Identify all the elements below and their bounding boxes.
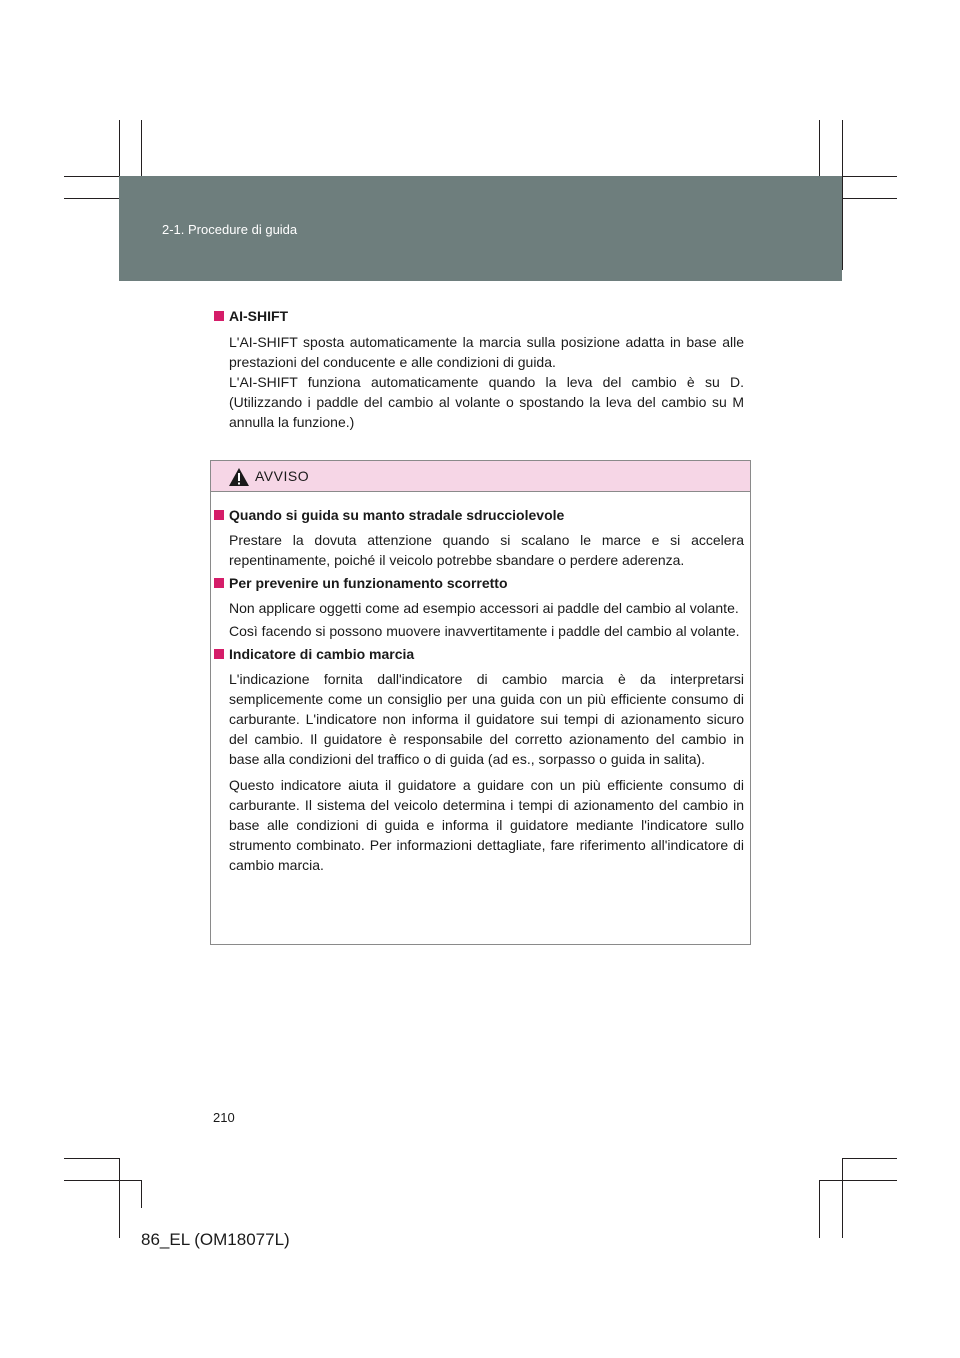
- warning-item-paragraph: Non applicare oggetti come ad esempio accessori ai paddle del cambio al volante.: [229, 600, 739, 616]
- warning-item-title: Per prevenire un funzionamento scorretto: [229, 575, 508, 591]
- warning-item-title: Quando si guida su manto stradale sdrucciolevole: [229, 507, 565, 523]
- crop-mark: [842, 120, 843, 270]
- ai-shift-paragraph: L'AI-SHIFT funziona automaticamente quando la leva del cambio è su D. (Utilizzando i paddle del cambio al volante o spostando la leva del cambio su M annulla la funzione.): [229, 374, 744, 430]
- ai-shift-heading: [214, 306, 744, 326]
- crop-mark: [819, 1180, 897, 1181]
- document-code: 86_EL (OM18077L): [141, 1230, 290, 1249]
- crop-mark: [64, 176, 119, 177]
- warning-item: [214, 644, 744, 875]
- crop-mark: [64, 198, 119, 199]
- warning-body: [211, 492, 750, 875]
- warning-item: [214, 505, 744, 570]
- section-title: 2-1. Procedure di guida: [162, 222, 298, 237]
- page-number: 210: [213, 1110, 235, 1125]
- bullet-square-icon: [214, 649, 224, 659]
- warning-box: [210, 460, 751, 945]
- crop-mark: [842, 176, 897, 177]
- warning-item: [214, 573, 744, 641]
- warning-item-heading: [214, 505, 744, 525]
- warning-header: [211, 461, 750, 492]
- crop-mark: [842, 198, 897, 199]
- ai-shift-title: AI-SHIFT: [229, 308, 289, 324]
- warning-item-paragraph: L'indicazione fornita dall'indicatore di cambio marcia è da interpretarsi semplicemente come un consiglio per una guida con un più efficiente consumo di carburante. L'indicatore non informa il guidatore sui tempi di azionamento sicuro del cambio. Il guidatore è responsabile del corretto azionamento del cambio in base alla condizioni del traffico o di guida (ad es., sorpasso o guida in salita).: [229, 671, 744, 767]
- ai-shift-section: [214, 306, 744, 432]
- crop-mark: [819, 120, 820, 176]
- crop-mark: [119, 1158, 120, 1238]
- ai-shift-paragraph: L'AI-SHIFT sposta automaticamente la marcia sulla posizione adatta in base alle prestazioni del conducente e alle condizioni di guida.: [229, 334, 744, 370]
- crop-mark: [819, 1180, 820, 1238]
- crop-mark: [141, 120, 142, 176]
- warning-item-title: Indicatore di cambio marcia: [229, 646, 415, 662]
- warning-item-heading: [214, 644, 744, 664]
- crop-mark: [141, 1180, 142, 1208]
- warning-label: AVVISO: [255, 468, 310, 484]
- bullet-square-icon: [214, 510, 224, 520]
- crop-mark: [842, 1158, 897, 1159]
- crop-mark: [64, 1158, 119, 1159]
- bullet-square-icon: [214, 578, 224, 588]
- warning-item-paragraph: Questo indicatore aiuta il guidatore a guidare con un più efficiente consumo di carburante. Il sistema del veicolo determina i tempi di azionamento del cambio in base alle condizioni di guida e informa il guidatore mediante l'indicatore sullo strumento combinato. Per informazioni dettagliate, fare riferimento all'indicatore di cambio marcia.: [229, 777, 744, 873]
- warning-item-heading: [214, 573, 744, 593]
- crop-mark: [842, 1158, 843, 1238]
- warning-triangle-icon: [228, 467, 250, 487]
- warning-item-paragraph: Prestare la dovuta attenzione quando si scalano le marce e si accelera repentinamente, poiché il veicolo potrebbe sbandare o perdere aderenza.: [229, 532, 744, 568]
- crop-mark: [64, 1180, 141, 1181]
- bullet-square-icon: [214, 311, 224, 321]
- warning-item-paragraph: Così facendo si possono muovere inavvertitamente i paddle del cambio al volante.: [229, 623, 740, 639]
